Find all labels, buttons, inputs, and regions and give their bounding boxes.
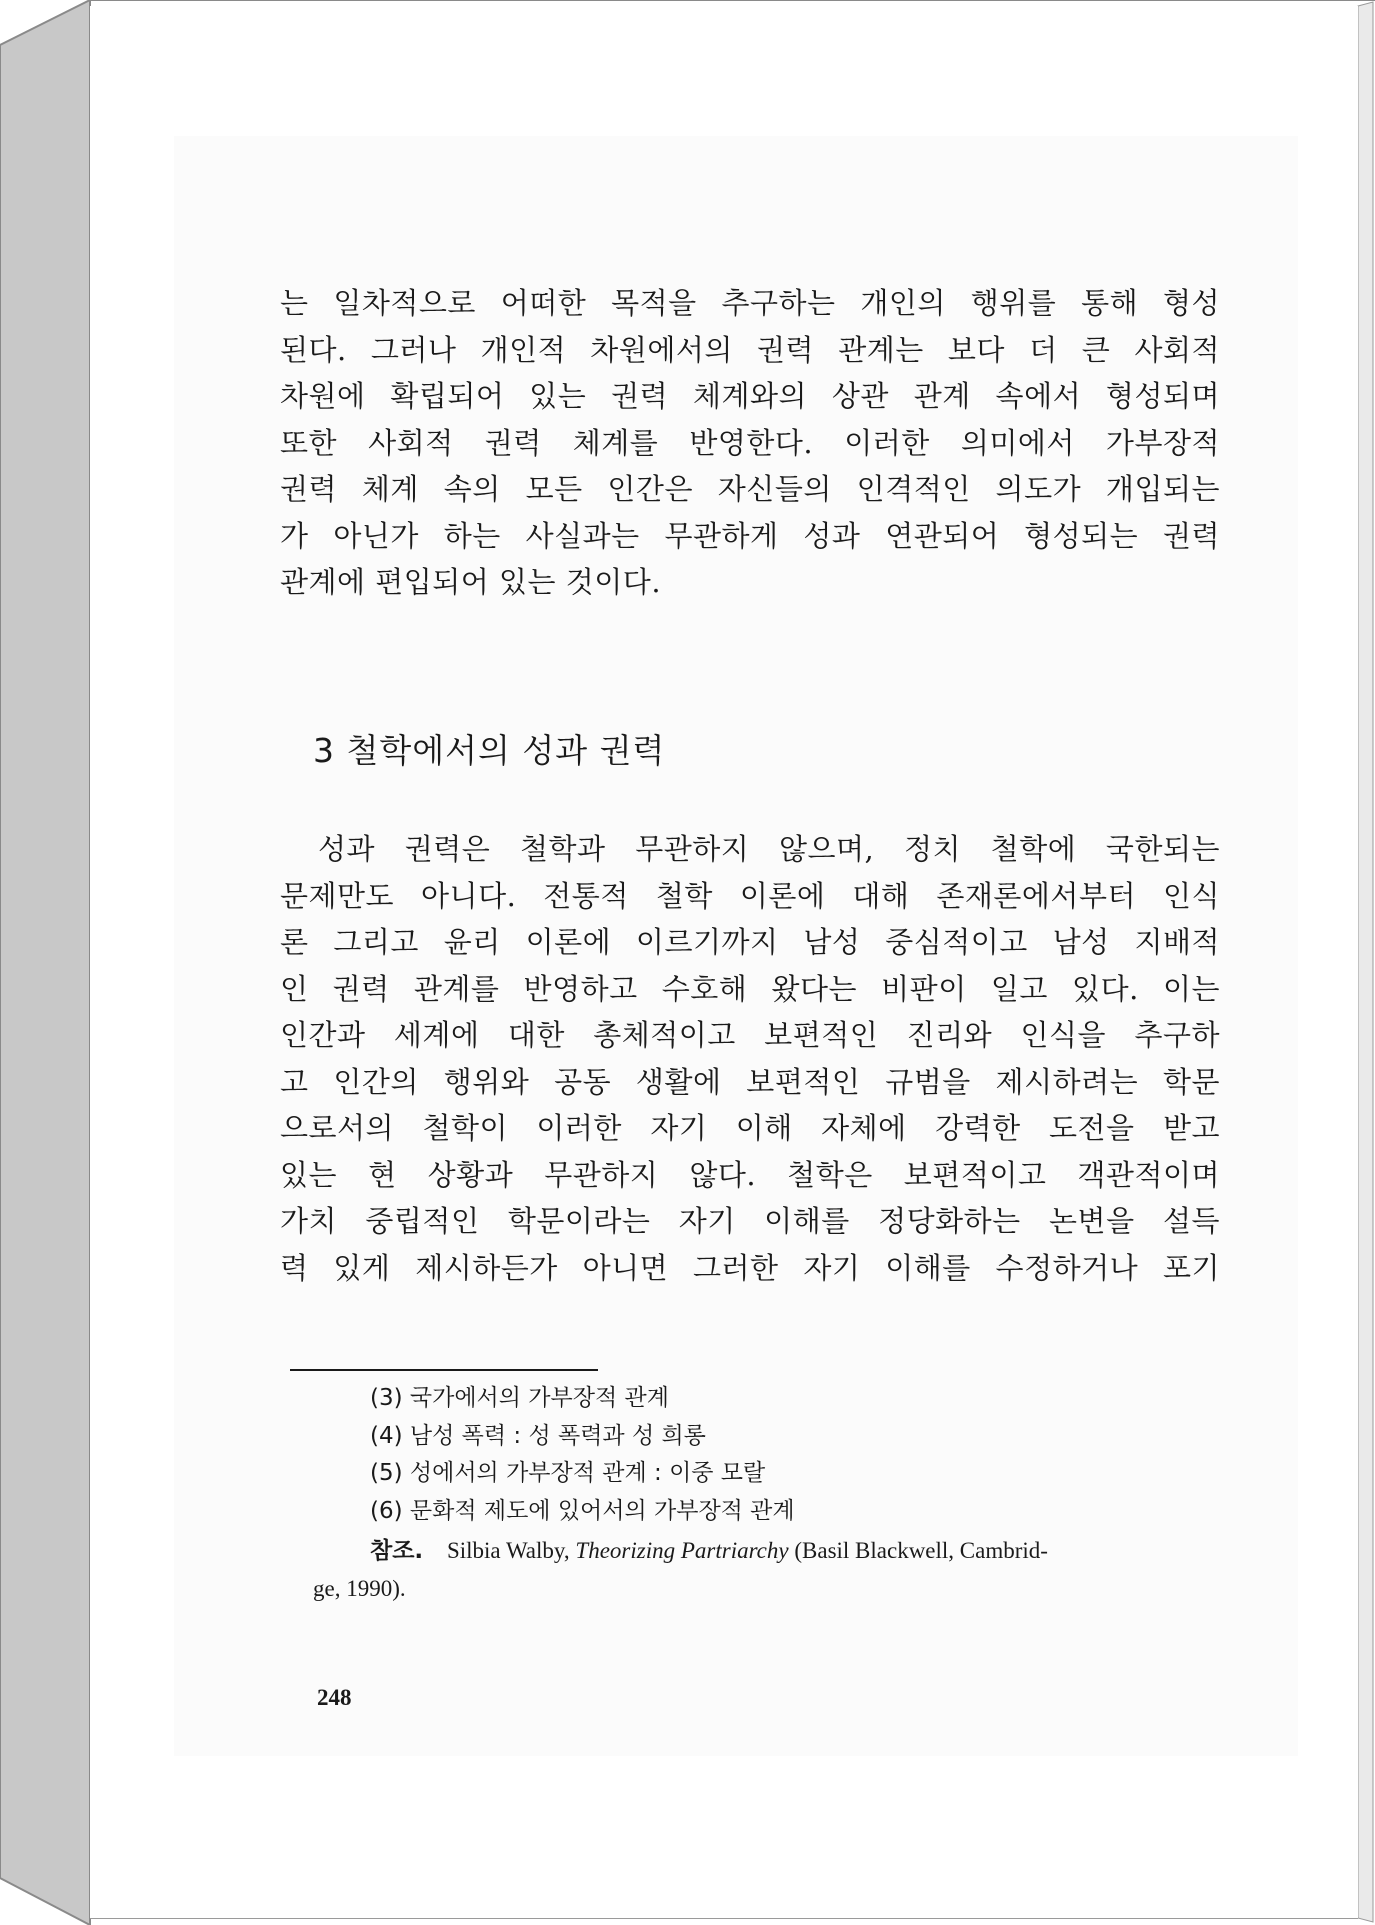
footnote-item: (3) 국가에서의 가부장적 관계 (370, 1385, 669, 1411)
footnote-divider (290, 1369, 598, 1371)
section-heading: 3 철학에서의 성과 권력 (313, 731, 666, 770)
reference-line (370, 1532, 1220, 1570)
footnote-item: (4) 남성 폭력 : 성 폭력과 성 희롱 (370, 1422, 706, 1449)
text-line: 인 권력 관계를 반영하고 수호해 왔다는 비판이 일고 있다. 이는 (280, 971, 1220, 1006)
text-line: 가치 중립적인 학문이라는 자기 이해를 정당화하는 논변을 설득 (280, 1204, 1220, 1238)
paragraph-1 (280, 280, 1220, 606)
footnote-item: (5) 성에서의 가부장적 관계 : 이중 모랄 (370, 1460, 766, 1486)
text-line: 으로서의 철학이 이러한 자기 이해 자체에 강력한 도전을 받고 (280, 1111, 1220, 1145)
text-line: 가 아닌가 하는 사실과는 무관하게 성과 연관되어 형성되는 권력 (280, 518, 1220, 553)
reference-line-continued: ge, 1990). (313, 1576, 406, 1601)
text-line: 권력 체계 속의 모든 인간은 자신들의 인격적인 의도가 개입되는 (280, 472, 1220, 506)
text-line: 인간과 세계에 대한 총체적이고 보편적인 진리와 인식을 추구하 (280, 1018, 1220, 1052)
spine-side (0, 0, 90, 1925)
text-line: 론 그리고 윤리 이론에 이르기까지 남성 중심적이고 남성 지배적 (280, 925, 1220, 959)
reference-label: 참조. (370, 1538, 424, 1564)
text-line: 관계에 편입되어 있는 것이다. (280, 565, 662, 599)
reference-publisher: (Basil Blackwell, Cambrid- (794, 1538, 1048, 1563)
paragraph-2 (280, 826, 1220, 1291)
text-line: 차원에 확립되어 있는 권력 체계와의 상관 관계 속에서 형성되며 (280, 379, 1220, 413)
footnotes (370, 1380, 1220, 1530)
text-line: 고 인간의 행위와 공동 생활에 보편적인 규범을 제시하려는 학문 (280, 1064, 1220, 1099)
page-edge (1358, 2, 1373, 1922)
text-line: 는 일차적으로 어떠한 목적을 추구하는 개인의 행위를 통해 형성 (280, 286, 1220, 320)
text-line: 있는 현 상황과 무관하지 않다. 철학은 보편적이고 객관적이며 (280, 1157, 1220, 1192)
text-line: 된다. 그러나 개인적 차원에서의 권력 관계는 보다 더 큰 사회적 (280, 332, 1220, 367)
reference-author: Silbia Walby, (446, 1538, 570, 1563)
footnote-item: (6) 문화적 제도에 있어서의 가부장적 관계 (370, 1497, 795, 1524)
text-line: 문제만도 아니다. 전통적 철학 이론에 대해 존재론에서부터 인식 (280, 878, 1220, 913)
reference-title: Theorizing Partriarchy (575, 1538, 789, 1563)
page-number: 248 (317, 1685, 352, 1710)
text-line: 성과 권력은 철학과 무관하지 않으며, 정치 철학에 국한되는 (318, 832, 1220, 866)
text-line: 또한 사회적 권력 체계를 반영한다. 이러한 의미에서 가부장적 (280, 425, 1220, 460)
text-line: 력 있게 제시하든가 아니면 그러한 자기 이해를 수정하거나 포기 (280, 1250, 1220, 1285)
